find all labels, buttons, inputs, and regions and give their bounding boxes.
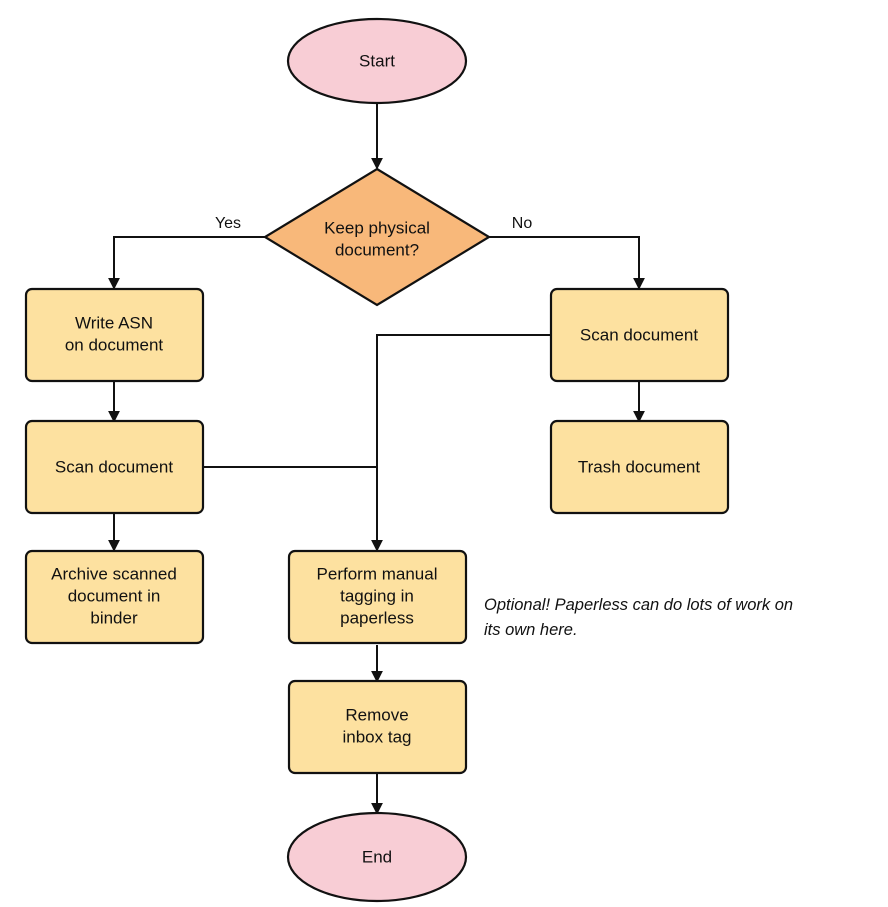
node-decision-label-line2: document? (334, 240, 420, 260)
node-write-asn-on-document[interactable] (26, 289, 203, 381)
node-scan-document-right-label: Scan document (579, 325, 699, 345)
node-scan-document-left-label: Scan document (54, 457, 174, 477)
edge-label-no: No (511, 215, 533, 232)
node-end-label: End (361, 847, 393, 867)
node-decision-keep-physical-document[interactable] (265, 169, 489, 305)
node-end[interactable] (288, 813, 466, 901)
note-line2: its own here. (484, 621, 578, 639)
node-scan-document-left[interactable] (26, 421, 203, 513)
node-tagging-label-line2: tagging in (340, 586, 414, 606)
node-write-asn-label-line1: Write ASN (74, 313, 154, 333)
node-trash-document[interactable] (551, 421, 728, 513)
node-scan-document-right[interactable] (551, 289, 728, 381)
edge-scan-right-to-tagging (377, 335, 552, 550)
node-write-asn-label-line2: on document (64, 335, 164, 355)
node-remove-inbox-tag[interactable] (289, 681, 466, 773)
node-tagging-label-line3: paperless (340, 608, 414, 628)
node-perform-manual-tagging[interactable] (289, 551, 466, 643)
node-archive-label-line1: Archive scanned (51, 564, 177, 584)
node-trash-document-label: Trash document (577, 457, 701, 477)
node-tagging-label-line1: Perform manual (316, 564, 438, 584)
edge-decision-to-scan-right (489, 237, 639, 288)
edge-decision-to-write-asn (114, 237, 265, 288)
node-archive-scanned-document[interactable] (26, 551, 203, 643)
node-archive-label-line3: binder (90, 608, 138, 628)
node-remove-inbox-label-line1: Remove (345, 705, 409, 725)
node-remove-inbox-label-line2: inbox tag (342, 727, 412, 747)
node-decision-label-line1: Keep physical (324, 218, 430, 238)
node-start-label: Start (359, 51, 395, 71)
node-start[interactable] (288, 19, 466, 103)
edge-label-yes: Yes (214, 215, 242, 232)
node-archive-label-line2: document in (67, 586, 161, 606)
note-line1: Optional! Paperless can do lots of work on (484, 596, 794, 614)
